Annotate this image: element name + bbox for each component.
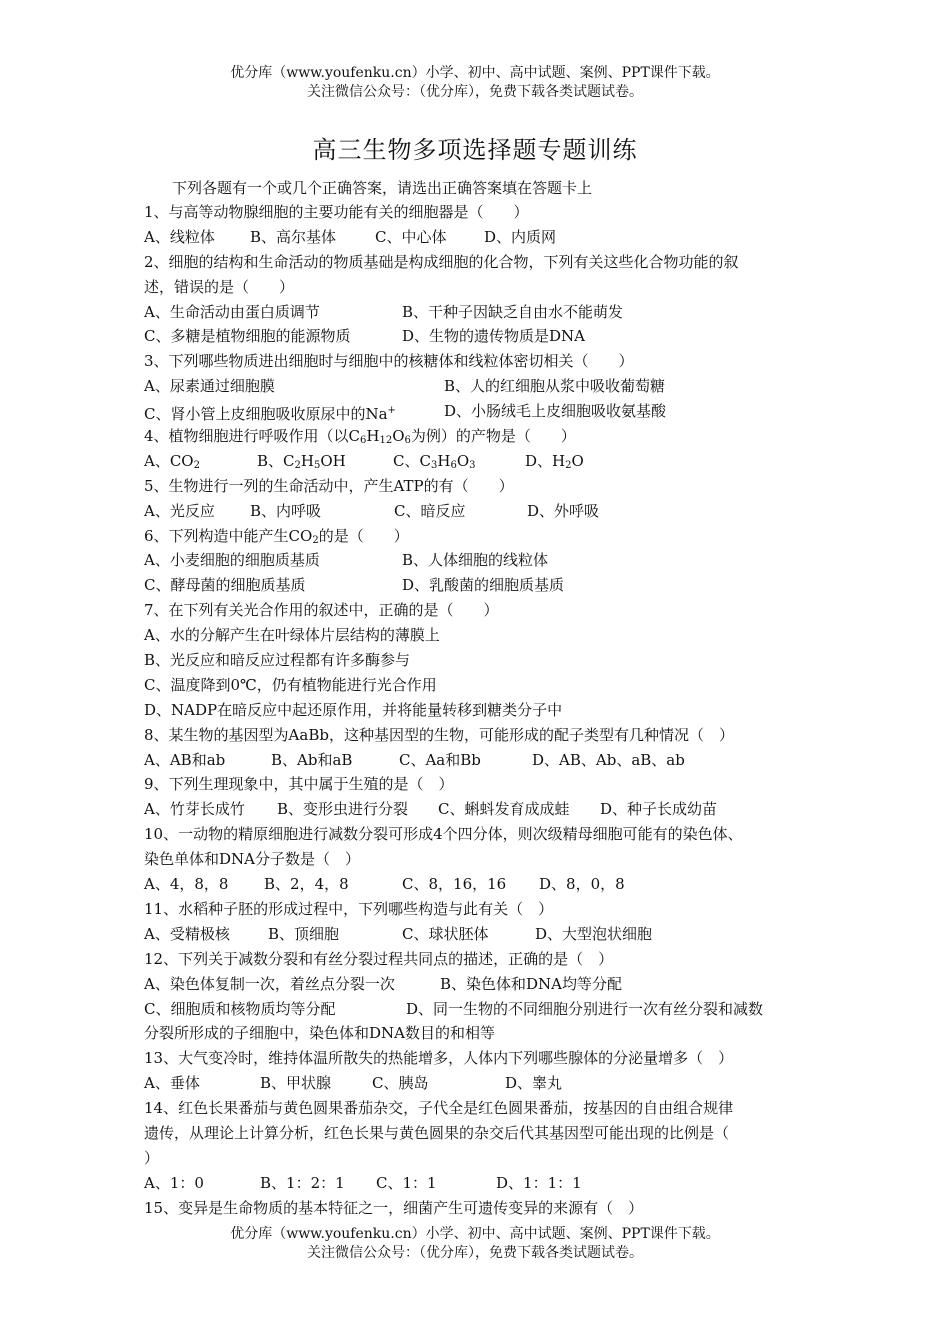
page-header [0, 64, 950, 102]
question-4-stem [144, 424, 816, 449]
option-b: B、人的红细胞从浆中吸收葡萄糖 [444, 377, 666, 396]
option-a: A、4，8，8 [144, 875, 229, 894]
question-10-stem: 10、一动物的精原细胞进行减数分裂可形成4个四分体，则次级精母细胞可能有的染色体、 [144, 825, 743, 844]
option-c: C、胰岛 [372, 1074, 429, 1093]
option-c [393, 449, 525, 474]
option-d: D、外呼吸 [527, 501, 600, 520]
footer-line-1: 优分库（www.youfenku.cn）小学、初中、高中试题、案例、PPT课件下载。 [230, 1226, 720, 1242]
option-b [257, 449, 393, 474]
question-list [144, 200, 816, 1221]
question-9-options [144, 797, 816, 822]
question-12-options-row2 [144, 997, 816, 1022]
question-3-stem: 3、下列哪些物质进出细胞时与细胞中的核糖体和线粒体密切相关（ ） [144, 352, 634, 371]
document-title: 高三生物多项选择题专题训练 [312, 136, 638, 164]
option-b-text2: H [300, 451, 314, 470]
question-11-options [144, 922, 816, 947]
option-d [525, 449, 584, 474]
question-12-stem: 12、下列关于减数分裂和有丝分裂过程共同点的描述，正确的是（ ） [144, 949, 614, 968]
option-c: C、1：1 [376, 1173, 437, 1192]
sub-6: 6 [360, 435, 367, 447]
question-10-stem-cont: 染色单体和DNA分子数是（ ） [144, 850, 360, 869]
question-5-stem: 5、生物进行一列的生命活动中，产生ATP的有（ ） [144, 476, 514, 495]
question-2-options-row2 [144, 324, 816, 349]
question-7-option-a: A、水的分解产生在叶绿体片层结构的薄膜上 [144, 626, 440, 645]
stem-o: O [392, 427, 405, 446]
question-14-stem: 14、红色长果番茄与黄色圆果番茄杂交，子代全是红色圆果番茄，按基因的自由组合规律 [144, 1099, 734, 1118]
option-a: A、线粒体 [144, 227, 215, 246]
option-a: A、1：0 [144, 1173, 204, 1192]
footer-line-2: 关注微信公众号：（优分库），免费下载各类试题试卷。 [307, 1245, 643, 1261]
question-7-option-b: B、光反应和暗反应过程都有许多酶参与 [144, 651, 411, 670]
option-c: C、球状胚体 [402, 924, 489, 943]
stem-text-a: 4、植物细胞进行呼吸作用（以C [144, 427, 361, 446]
question-2-stem: 2、细胞的结构和生命活动的物质基础是构成细胞的化合物，下列有关这些化合物功能的叙 [144, 252, 739, 271]
option-d: D、大型泡状细胞 [535, 924, 653, 943]
option-b: B、甲状腺 [260, 1074, 332, 1093]
option-b: B、人体细胞的线粒体 [402, 551, 549, 570]
option-c-text3: O [456, 451, 470, 470]
option-c [144, 399, 444, 424]
option-c: C、Aa和Bb [399, 750, 481, 769]
option-d-sub: 2 [565, 459, 572, 471]
option-a [144, 449, 257, 474]
option-a: A、生命活动由蛋白质调节 [144, 302, 320, 321]
option-b-sub2: 5 [313, 459, 321, 471]
question-3-options-row1 [144, 374, 816, 399]
option-c: C、8，16，16 [402, 875, 507, 894]
question-15-stem: 15、变异是生命物质的基本特征之一，细菌产生可遗传变异的来源有（ ） [144, 1198, 644, 1217]
option-a: A、受精极核 [144, 924, 230, 943]
option-c: C、多糖是植物细胞的能源物质 [144, 327, 351, 346]
option-a: A、光反应 [144, 501, 215, 520]
question-7-option-c: C、温度降到0℃，仍有植物能进行光合作用 [144, 675, 437, 694]
question-4-options [144, 449, 816, 474]
option-c-sub1: 3 [430, 459, 438, 471]
option-c-text: C、肾小管上皮细胞吸收原尿中的Na [144, 405, 388, 424]
option-c-text1: C、C [393, 451, 431, 470]
option-a: A、尿素通过细胞膜 [144, 377, 275, 396]
stem-text-b: 为例）的产物是（ ） [410, 427, 576, 446]
option-c-sub2: 6 [450, 459, 457, 471]
option-a: A、染色体复制一次，着丝点分裂一次 [144, 974, 395, 993]
question-6-stem [144, 524, 816, 549]
option-b: B、染色体和DNA均等分配 [440, 974, 623, 993]
option-c: C、蝌蚪发育成成蛙 [438, 800, 570, 819]
question-10-options [144, 872, 816, 897]
question-9-stem: 9、下列生理现象中，其中属于生殖的是（ ） [144, 775, 454, 794]
option-a: A、AB和ab [144, 750, 226, 769]
option-c: C、暗反应 [394, 501, 466, 520]
option-d: D、睾丸 [505, 1074, 563, 1093]
option-b: B、变形虫进行分裂 [277, 800, 409, 819]
option-d: D、乳酸菌的细胞质基质 [402, 576, 565, 595]
option-d: D、同一生物的不同细胞分别进行一次有丝分裂和减数 [406, 999, 764, 1018]
question-1-options [144, 225, 816, 250]
page-footer [0, 1225, 950, 1263]
question-12-options-row1 [144, 972, 816, 997]
question-6-options-row1 [144, 548, 816, 573]
stem-text-a: 6、下列构造中能产生CO [144, 526, 313, 545]
option-a-sub: 2 [193, 459, 200, 471]
stem-h: H [366, 427, 380, 446]
question-7-option-d: D、NADP在暗反应中起还原作用，并将能量转移到糖类分子中 [144, 700, 563, 719]
option-d: D、小肠绒毛上皮细胞吸收氨基酸 [444, 402, 667, 421]
question-1-stem: 1、与高等动物腺细胞的主要功能有关的细胞器是（ ） [144, 203, 529, 221]
option-b-sub1: 2 [294, 459, 301, 471]
question-14-stem-end: ） [144, 1148, 160, 1167]
question-6-options-row2 [144, 573, 816, 598]
option-d-text2: O [571, 451, 584, 470]
question-13-stem: 13、大气变冷时，维持体温所散失的热能增多，人体内下列哪些腺体的分泌量增多（ ） [144, 1049, 734, 1068]
option-d: D、AB、Ab、aB、ab [532, 750, 685, 769]
option-b: B、内呼吸 [250, 501, 322, 520]
question-5-options [144, 499, 816, 524]
option-b: B、1：2：1 [260, 1173, 345, 1192]
option-b-text3: OH [320, 451, 346, 470]
option-d: D、生物的遗传物质是DNA [402, 327, 586, 346]
question-7-stem: 7、在下列有关光合作用的叙述中，正确的是（ ） [144, 601, 499, 620]
option-a: A、垂体 [144, 1074, 200, 1093]
option-b: B、高尔基体 [250, 227, 337, 246]
option-d-text: D、H [525, 451, 566, 470]
question-13-options [144, 1071, 816, 1096]
question-14-stem-cont: 遗传，从理论上计算分析，红色长果与黄色圆果的杂交后代其基因型可能出现的比例是（ [144, 1123, 730, 1142]
question-3-options-row2 [144, 399, 816, 424]
option-d: D、种子长成幼苗 [600, 800, 718, 819]
option-d: D、1：1：1 [496, 1173, 582, 1192]
stem-text-b: 的是（ ） [318, 526, 409, 545]
option-c: C、中心体 [375, 227, 447, 246]
option-c-superscript: + [387, 405, 396, 417]
header-line-1: 优分库（www.youfenku.cn）小学、初中、高中试题、案例、PPT课件下载。 [230, 65, 720, 81]
option-a: A、竹芽长成竹 [144, 800, 245, 819]
option-b-text1: B、C [257, 451, 295, 470]
option-b: B、顶细胞 [268, 924, 340, 943]
option-b: B、Ab和aB [271, 750, 353, 769]
option-c-sub3: 3 [469, 459, 476, 471]
option-c-text2: H [437, 451, 451, 470]
question-12-option-d-cont: 分裂所形成的子细胞中，染色体和DNA数目的和相等 [144, 1024, 495, 1043]
option-c: C、细胞质和核物质均等分配 [144, 999, 336, 1018]
question-11-stem: 11、水稻种子胚的形成过程中，下列哪些构造与此有关（ ） [144, 899, 554, 918]
option-d: D、内质网 [484, 227, 557, 246]
option-a-text: A、CO [144, 451, 194, 470]
question-8-options [144, 748, 816, 773]
option-b: B、2，4，8 [264, 875, 349, 894]
stem-sub: 2 [312, 534, 319, 546]
instructions: 下列各题有一个或几个正确答案，请选出正确答案填在答题卡上 [172, 179, 593, 197]
sub-12: 12 [379, 435, 393, 447]
question-2-stem-cont: 述，错误的是（ ） [144, 277, 295, 296]
question-2-options-row1 [144, 300, 816, 325]
question-14-options [144, 1171, 816, 1196]
option-b: B、干种子因缺乏自由水不能萌发 [402, 302, 624, 321]
sub-6b: 6 [404, 435, 411, 447]
option-c: C、酵母菌的细胞质基质 [144, 576, 306, 595]
option-a: A、小麦细胞的细胞质基质 [144, 551, 320, 570]
question-8-stem: 8、某生物的基因型为AaBb，这种基因型的生物，可能形成的配子类型有几种情况（ ） [144, 725, 734, 744]
header-line-2: 关注微信公众号：（优分库），免费下载各类试题试卷。 [307, 84, 643, 100]
option-d: D、8，0，8 [539, 875, 625, 894]
